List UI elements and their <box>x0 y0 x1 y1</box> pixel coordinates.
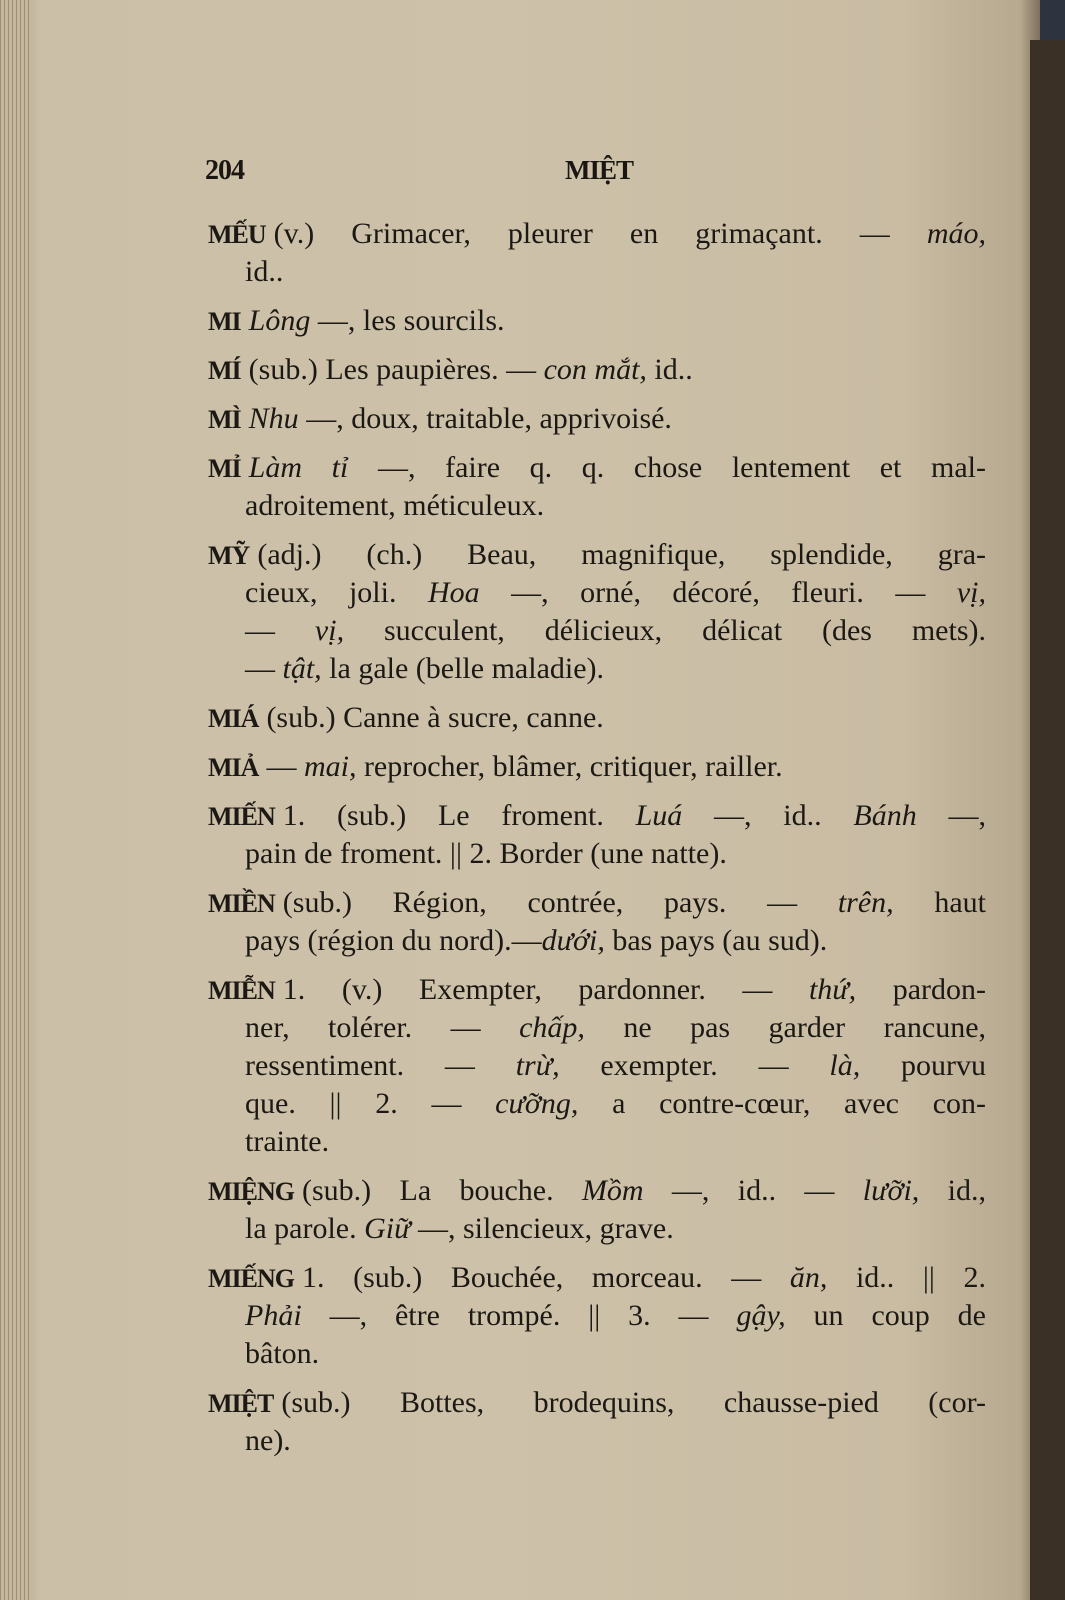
entry-line <box>208 1297 986 1335</box>
vietnamese-term: Bánh <box>853 799 917 832</box>
definition-text: — <box>266 750 304 783</box>
vietnamese-term: vị, <box>314 614 345 647</box>
dictionary-entry <box>208 351 986 389</box>
vietnamese-term: Mồm <box>581 1174 644 1207</box>
definition-text: (sub.) Région, contrée, pays. — <box>282 886 838 919</box>
entry-line <box>208 1172 986 1210</box>
entry-line <box>208 797 986 835</box>
definition-text: succulent, délicieux, délicat (des mets). <box>344 614 986 647</box>
definition-text: —, être trompé. || 3. — <box>301 1299 737 1332</box>
entry-line <box>208 1259 986 1297</box>
vietnamese-term: mai, <box>303 750 357 783</box>
entry-line <box>208 449 986 487</box>
entry-line <box>208 536 986 574</box>
definition-text: ne). <box>245 1424 291 1457</box>
vietnamese-term: Giữ <box>364 1212 411 1245</box>
entry-line <box>208 400 986 438</box>
entry-line <box>208 253 986 291</box>
running-head: MIỆT <box>565 155 634 185</box>
dictionary-entry <box>208 1172 986 1248</box>
dictionary-entry <box>208 400 986 438</box>
dictionary-entry <box>208 1259 986 1373</box>
headword: MIẢ <box>208 753 259 782</box>
definition-text: 1. (sub.) Bouchée, morceau. — <box>302 1261 790 1294</box>
definition-text: bâton. <box>245 1337 320 1370</box>
entry-line <box>208 1047 986 1085</box>
definition-text: que. || 2. — <box>245 1087 496 1120</box>
definition-text: bas pays (au sud). <box>604 924 828 957</box>
dictionary-entry <box>208 215 986 291</box>
entry-line <box>208 612 986 650</box>
dictionary-entry <box>208 884 986 960</box>
vietnamese-term: trên, <box>837 886 894 919</box>
headword: MIÁ <box>208 704 259 733</box>
headword: MÍ <box>208 356 241 385</box>
vietnamese-term: ăn, <box>789 1261 828 1294</box>
vietnamese-term: vị, <box>956 576 986 609</box>
entry-line <box>208 748 986 786</box>
entry-line <box>208 835 986 873</box>
dictionary-entry <box>208 797 986 873</box>
entry-line <box>208 1335 986 1373</box>
vietnamese-term: lưỡi, <box>862 1174 920 1207</box>
definition-text: un coup de <box>785 1299 986 1332</box>
facing-page-edge <box>1030 40 1065 1600</box>
definition-text: 1. (v.) Exempter, pardonner. — <box>282 973 809 1006</box>
definition-text: haut <box>893 886 986 919</box>
vietnamese-term: con mắt, <box>543 353 647 386</box>
definition-text: exempter. — <box>559 1049 830 1082</box>
definition-text: (sub.) La bouche. <box>302 1174 582 1207</box>
headword: MIỆT <box>208 1389 274 1418</box>
entry-line <box>208 884 986 922</box>
headword: MI <box>208 307 241 336</box>
vietnamese-term: cưỡng, <box>495 1087 579 1120</box>
definition-text: — <box>245 652 283 685</box>
dictionary-entry <box>208 536 986 688</box>
definition-text: —, faire q. q. chose lentement et mal- <box>348 451 986 484</box>
headword: MẾU <box>208 220 266 249</box>
definition-text: id.. || 2. <box>827 1261 986 1294</box>
definition-text: ner, tolérer. — <box>245 1011 520 1044</box>
headword: MIẾN <box>208 802 275 831</box>
dictionary-entry <box>208 302 986 340</box>
definition-text: la parole. <box>245 1212 365 1245</box>
headword: MỸ <box>208 541 250 570</box>
definition-text: pain de froment. || 2. Border (une natte). <box>245 837 727 870</box>
page-stack-edge <box>0 0 30 1600</box>
entry-line <box>208 487 986 525</box>
definition-text: —, orné, décoré, fleuri. — <box>479 576 957 609</box>
headword: MIỀN <box>208 889 275 918</box>
entry-line <box>208 1085 986 1123</box>
definition-text: la gale (belle maladie). <box>321 652 605 685</box>
entry-line <box>208 1210 986 1248</box>
vietnamese-term: tật, <box>282 652 322 685</box>
definition-text: (sub.) Canne à sucre, canne. <box>266 701 604 734</box>
definition-text: —, les sourcils. <box>310 304 505 337</box>
definition-text: trainte. <box>245 1125 330 1158</box>
definition-text: (sub.) Bottes, brodequins, chausse-pied (cor- <box>281 1386 986 1419</box>
headword: MIẾNG <box>208 1264 294 1293</box>
definition-text: id., <box>919 1174 986 1207</box>
entry-line <box>208 215 986 253</box>
page-header <box>205 155 985 195</box>
entry-line <box>208 1384 986 1422</box>
vietnamese-term: trừ, <box>515 1049 560 1082</box>
entry-line <box>208 922 986 960</box>
definition-text: a contre-cœur, avec con- <box>578 1087 986 1120</box>
vietnamese-term: là, <box>829 1049 861 1082</box>
entry-line <box>208 1123 986 1161</box>
vietnamese-term: thứ, <box>808 973 857 1006</box>
definition-text: adroitement, méticuleux. <box>245 489 545 522</box>
definition-text: —, id.. <box>682 799 854 832</box>
vietnamese-term: gậy, <box>736 1299 786 1332</box>
definition-text: pourvu <box>860 1049 986 1082</box>
definition-text: ne pas garder rancune, <box>584 1011 987 1044</box>
vietnamese-term: máo, <box>926 217 986 250</box>
headword: MÌ <box>208 405 241 434</box>
vietnamese-term: Làm tỉ <box>248 451 349 484</box>
dictionary-entries <box>208 215 986 1471</box>
dictionary-entry <box>208 449 986 525</box>
definition-text: —, id.. — <box>643 1174 863 1207</box>
definition-text: 1. (sub.) Le froment. <box>282 799 636 832</box>
vietnamese-term: dưới, <box>541 924 605 957</box>
definition-text: id.. <box>646 353 693 386</box>
vietnamese-term: Luá <box>635 799 683 832</box>
entry-line <box>208 1009 986 1047</box>
dictionary-entry <box>208 748 986 786</box>
definition-text: ressentiment. — <box>245 1049 516 1082</box>
dictionary-entry <box>208 699 986 737</box>
definition-text: (v.) Grimacer, pleurer en grimaçant. — <box>273 217 927 250</box>
entry-line <box>208 1422 986 1460</box>
vietnamese-term: chấp, <box>519 1011 585 1044</box>
entry-line <box>208 351 986 389</box>
definition-text: — <box>245 614 315 647</box>
entry-line <box>208 971 986 1009</box>
definition-text: id.. <box>245 255 284 288</box>
headword: MỈ <box>208 454 241 483</box>
vietnamese-term: Nhu <box>248 402 299 435</box>
vietnamese-term: Lông <box>248 304 311 337</box>
entry-line <box>208 574 986 612</box>
definition-text: (adj.) (ch.) Beau, magnifique, splendide, gra- <box>257 538 986 571</box>
page-number: 204 <box>205 155 244 186</box>
definition-text: (sub.) Les paupières. — <box>248 353 544 386</box>
entry-line <box>208 302 986 340</box>
dictionary-entry <box>208 1384 986 1460</box>
definition-text: —, <box>916 799 986 832</box>
vietnamese-term: Hoa <box>427 576 480 609</box>
headword: MIỆNG <box>208 1177 294 1206</box>
definition-text: pays (région du nord).— <box>245 924 542 957</box>
definition-text: cieux, joli. <box>245 576 428 609</box>
definition-text: reprocher, blâmer, critiquer, railler. <box>356 750 783 783</box>
dictionary-entry <box>208 971 986 1161</box>
headword: MIỄN <box>208 976 275 1005</box>
entry-line <box>208 650 986 688</box>
definition-text: —, doux, traitable, apprivoisé. <box>298 402 672 435</box>
entry-line <box>208 699 986 737</box>
definition-text: —, silencieux, grave. <box>410 1212 674 1245</box>
definition-text: pardon- <box>856 973 987 1006</box>
vietnamese-term: Phải <box>245 1299 302 1332</box>
